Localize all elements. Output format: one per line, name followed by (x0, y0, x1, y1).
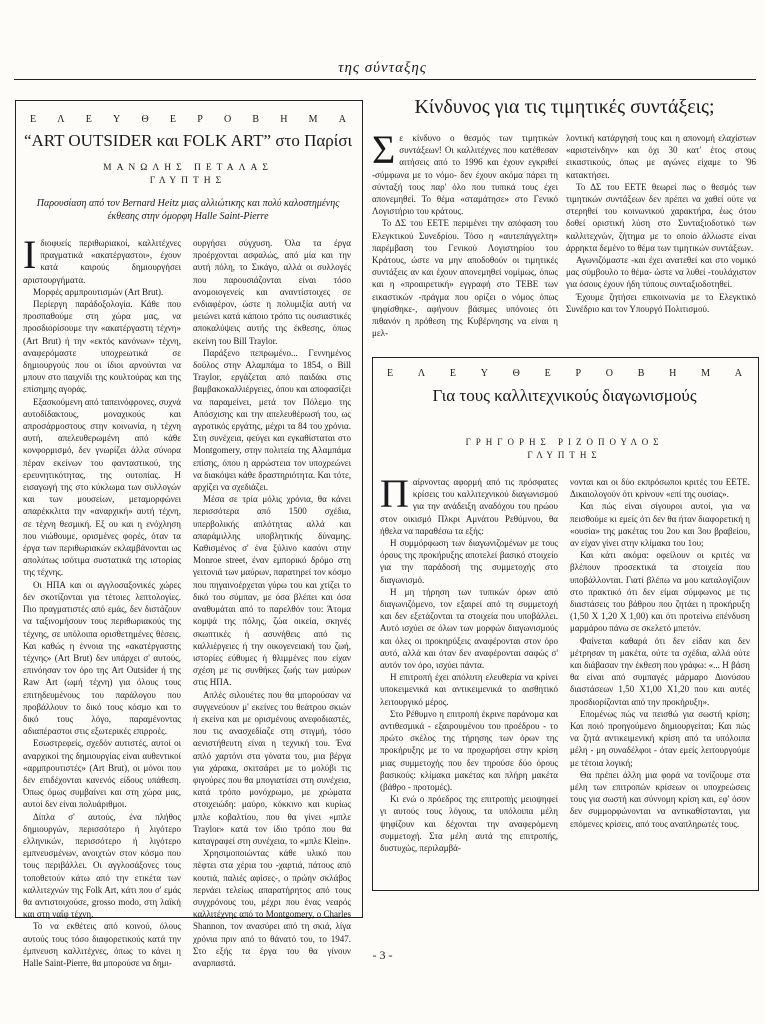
paragraph: Περίεργη παράδοξολογία. Κάθε που προσπαθούμε στη χώρα μας, να προσδιορίσουμε την «ακατέργαστη τέχνη» (Art Brut) ή την «εκτός κανόνων» τέχνη, αναφερόμαστε υποχρεωτικά σε δημιουργούς που οι ίδιοι αρνούνται να μπουν στο παιχνίδι της κουλτούρας και της επίσημης αγοράς. (23, 299, 181, 395)
right-top-article-title: Κίνδυνος για τις τιμητικές συντάξεις; (414, 96, 715, 118)
paragraph: Το ΔΣ του ΕΕΤΕ θεωρεί πως ο θεσμός των τιμητικών συντάξεων δεν πρέπει να χαθεί ούτε να στερηθεί του κοινωνικού χαρακτήρα, έως ότου δοθεί οριστική λύση στο Συνταξιοδοτικό των καλλιτεχνών, ζήτημα με το οποίο άλλωστε είναι άρρηκτα δεμένο το θέμα των τιμητικών συντάξεων. (566, 181, 756, 253)
section-label-left (16, 114, 362, 125)
paragraph (372, 127, 558, 217)
paragraph: Η συμμόρφωση των διαγωνιζομένων με τους όρους της προκήρυξης αποτελεί βασικό στοιχείο για την παράδοσή της συμμετοχής στο διαγωνισμό. (380, 538, 558, 585)
paragraph: ουργήσει σύγχυση. Όλα τα έργα προέρχονται ασφαλώς, από μία και την αυτή πόλη, το Σικάγο, αλλά οι συλλογές που παρουσιάζονται είναι τόσο ανομοιογενείς και αναντίστοιχες σε ενδιαφέρον, ώστε η πολυμιξία αυτή να μειώνει κατά κάποιο τρόπο τις ουσιαστικές αποκαλύψεις αυτής της έκθεσης, όπως εκείνη του Bill Traylor. (193, 238, 351, 346)
section-letter: Ρ (575, 368, 584, 379)
section-letter: Α (338, 114, 348, 125)
paragraph: Θα πρέπει άλλη μια φορά να τονίζουμε στα μέλη των επιτροπών κρίσεων οι υποχρεώσεις τους για σωστή και σύννομη κρίση και, εφ' όσον δεν συμμορφώνονται να αντικαθίστανται, για επόμενες κρίσεις, από τους αναπληρωτές τους. (570, 769, 750, 829)
section-letter: Ρ (197, 114, 205, 125)
drop-cap: Ι (23, 232, 37, 277)
section-letter: Λ (417, 368, 428, 379)
left-article-column-2 (193, 237, 351, 968)
left-article-subtitle: Παρουσίαση από τον Bernard Heitz μιας αλλιώτικης και πολύ καλοστημένης έκθεσης στην όμορφη Halle Saint-Pierre (36, 198, 340, 222)
right-bottom-article-author: ΓΡΗΓΟΡΗΣ ΡΙΖΟΠΟΥΛΟΣ (465, 437, 664, 447)
left-article-column-1 (23, 232, 181, 968)
paragraph (380, 471, 558, 537)
paragraph: Και κάτι ακόμα: οφείλουν οι κριτές να βλέπουν προσεκτικά τα στοιχεία που υποβάλλονται. Γιατί βλέπω να μου καταλογίζουν στο πρακτικό ότι δεν είμαι σύμφωνος με τις διαστάσεις του βάθρου που ζητάει η προκήρυξη (1,50 Χ 1,20 Χ 1,00) και ότι προτείνω επένδυση μαρμάρου πάνω σε σκελετό μπετόν. (570, 550, 750, 634)
paragraph: Η μη τήρηση των τυπικών όρων από διαγωνιζόμενο, τον εξαιρεί από τη συμμετοχή και δεν εξετάζονται τα στοιχεία που υποβάλλει. Αυτό ισχύει σε όλων των μορφών διαγωνισμούς και όλες οι προκηρύξεις αναφέρονται στον όρο αυτό, αλλά και όταν δεν αναφέρονται σαφώς σ' αυτόν τον όρο, ισχύει πάντα. (380, 586, 558, 671)
left-article-title: “ART OUTSIDER και FOLK ART” στο Παρίσι (23, 131, 353, 150)
section-letter: Η (280, 114, 290, 125)
paragraph: Κι ενώ ο πρόεδρος της επιτροπής μειοψηφεί γι αυτούς τους λόγους, τα υπόλοιπα μέλη ψηφίζουν και δέχονται την αναφερόμενη συμμετοχή. Στα μέλη αυτά της επιτροπής, δυστυχώς, περιλαμβά- (380, 794, 558, 854)
section-letter: Θ (141, 114, 151, 125)
paragraph: Επομένως πώς να πεισθώ για σωστή κρίση; Και ποιό προηγούμενο δημιουργείται; Και πώς να ζητά αντικειμενική κρίση από τα υπόλοιπα μέλη - μη συναδέλφοι - όταν εμείς λειτουργούμε με τέτοια λογική; (570, 708, 750, 768)
section-letter: Η (669, 368, 679, 379)
paragraph: Εξασκούμενη από ταπεινόφρονες, συχνά αυτοδίδακτους, μοναχικούς και απροσάρμοστους στην κοινωνία, η τέχνη αυτή, απελευθερωμένη από κάθε κονφορμισμό, δεν γνωρίζει άλλα σύνορα πέραν εκείνων του φανταστικού, της ερευνητικότητας, της ουτοπίας. Η εισαγωγή της στο κύκλωμα των συλλογών και των μουσείων, μεταμορφώνει απαρέκκλιτα την «αναρχική» αυτή τέχνη, σε τέχνη θεσμική. Εξ ου και η ενόχληση που νιώθουμε, ορισμένες φορές, όταν τα έργα των περιθωριακών εκλαμβάνονται ως απολύτως ισότιμα συστατικά της ιστορίας της τέχνης. (23, 396, 181, 578)
paragraph: Οι ΗΠΑ και οι αγγλοσαξονικές χώρες δεν σκοτίζονται για τέτοιες λεπτολογίες. Πιο πραγματιστές από εμάς, δεν διστάζουν να ταξινομήσουν τους περιθωριακούς της τέχνης, σε υπόλοιπα ορισθετημένες θέσεις. Και καθώς η έννοια της «ακατέργαστης τέχνης» (Art Brut) δεν υπάρχει σ' αυτούς, επινόησαν τον όρο της Art Outsider ή της Raw Art (ωμή τέχνη) για όλους τους επιτηδευμένους του παράλογου που προβάλλουν το δικό τους κόσμο και το δικό τους λόγο, παραμένοντας αδιαπέραστοι στις εξωτερικές επιρροές. (23, 579, 181, 737)
right-bottom-article-title: Για τους καλλιτεχνικούς διαγωνισμούς (432, 386, 697, 405)
right-bottom-article-column-1 (380, 471, 558, 882)
right-bottom-article-author-role: ΓΛΥΠΤΗΣ (527, 450, 602, 460)
paragraph: Αγωνιζόμαστε -και έχει ανατεθεί και στο νομικό μας σύμβουλο το θέμα- ώστε να λυθεί -τουλάχιστον για όσους έχουν ήδη τύπους συνταξιοδοτηθεί. (566, 255, 756, 290)
section-letter: Β (637, 368, 647, 379)
section-label-right (373, 368, 758, 379)
section-letter: Β (252, 114, 262, 125)
paragraph: Απλές σιλουέτες που θα μπορούσαν να συγγενεύουν μ' εκείνες του θεάτρου σκιών ή εκείνα και με ορισμένους ανεφοδιαστές, που τις ανασχεδίαζε στη στιγμή, τόσο αενιστήθευτη είναι η τεχνική του. Ένα απλό χαρτόνι στα γόνατα του, μια βέργα για χάρακα, σκιτσάρει με το μολύβι τις φιγούρες που θα μπογιατίσει στη συνέχεια, κατά τρόπο μονόχρωμο, με χρώματα στοιχειώδη: μαύρο, κόκκινο και κυρίως μπλε κοβαλτίου, που θα γίνει «μπλε Traylor» κατά τον ίδιο τρόπο που θα καταγραφεί στη συνέχεια, το «μπλε Klein». (193, 689, 351, 846)
section-letter: Ε (169, 114, 178, 125)
paragraph: Φαίνεται καθαρά ότι δεν είδαν και δεν μέτρησαν τη μακέτα, ούτε τα σχέδια, αλλά ούτε και διάβασαν την έκθεση που γράφω: «... Η βάση θα είναι από συμπαγές μάρμαρο Διονύσου διαστάσεων 1,50 Χ1,00 Χ1,20 που και αυτές προσδιορίζονται από την προκήρυξη». (570, 635, 750, 707)
paragraph-text: διοφυείς περιθωριακοί, καλλιτέχνες πραγματικά «ακατέργαστοι», έχουν κατά καιρούς δημιουργήσει αριστουργήματα. (23, 238, 181, 285)
section-letter: Ε (544, 368, 553, 379)
section-letter: Υ (480, 368, 490, 379)
section-letter: Ε (449, 368, 458, 379)
paragraph: Μορφές αρμπρουτισμών (Art Brut). (33, 286, 164, 297)
drop-cap: Σ (372, 127, 396, 172)
paragraph: Το ΔΣ του ΕΕΤΕ περιμένει την απόφαση του Ελεγκτικού Συνεδρίου. Τόσο η «αυτεπάγγελτη» παρέμβαση του Γενικού Λογιστηρίου του Κράτους, ώστε να μην αποδοθούν οι τιμητικές συντάξεις αν και έχουν απονεμηθεί νομίμως, όπως και η «προαιρετική» εγγραφή στο ΤΕΒΕ των εικαστικών -πράγμα που ορίζει ο νόμος όπως ψηφίσθηκε-, αφήνουν βάσιμες υπόνοιες ότι πιθανόν η πρόθεση της Κυβέρνησης να είναι η μελ- (372, 218, 558, 339)
paragraph: Εσωστρεφείς, σχεδόν αυτιστές, αυτοί οι αναρχικοί της δημιουργίας είναι αυθεντικοί «αρμπρουτιστές» (Art Brut), οι μόνοι που δεν επιδέχονται κανενός είδους υπάθεση. Όπως όμως συμβαίνει και στη χώρα μας, αυτοί δεν είναι πολυάριθμοι. (23, 738, 181, 810)
section-letter: Θ (512, 368, 522, 379)
section-letter: Λ (57, 114, 67, 125)
paragraph (23, 232, 181, 286)
paragraph: Η επιτροπή έχει απόλυτη ελευθερία να κρίνει υποκειμενικά και αντικειμενικά το αισθητικό λειτουργικό μέρος. (380, 672, 558, 707)
section-letter: Ε (30, 114, 39, 125)
right-top-article-column-2 (566, 132, 756, 352)
paragraph-text: αίρνοντας αφορμή από τις πρόσφατες κρίσεις του καλλιτεχνικού διαγωνισμού για την ανάδειξη αναδόχου του ηρώου στον οικισμό Πλκρι Αμνάτου Ρεθύμνου, θα ήθελα να παραθέσω τα εξής: (380, 477, 558, 536)
paragraph: Και πώς είναι σίγουροι αυτοί, για να πεισθούμε κι εμείς ότι δεν θα ήταν διαφορετική η «ουσία» της μακέτας του 2ου και 3ου βραβείου, αν είχαν γίνει στην κλίμακα του 1ου; (570, 501, 750, 549)
paragraph: Έχουμε ζητήσει επικοινωνία με το Ελεγκτικό Συνέδριο και τον Υπουργό Πολιτισμού. (566, 291, 756, 314)
section-letter: Ο (223, 114, 234, 125)
section-letter: Α (734, 368, 744, 379)
section-letter: Μ (308, 114, 320, 125)
paragraph: Δίπλα σ' αυτούς, ένα πλήθος δημιουργών, περισσότερο ή λιγότερο ελληνικών, περισσότερο ή λιγότερο εμπνευσμένων, ανοιχτών στον κόσμο που τους περιβάλλει. Οι αγγλοσάξονες τους τοποθετούν κάτω από την ετικέτα των καλλιτεχνών της Folk Art, κάτι που σ' εμάς θα αντιστοιχούσε, grosso modo, στη λαϊκή και στη ναΐφ τέχνη. (23, 811, 181, 920)
header-rule (14, 79, 756, 80)
paragraph: Μέσα σε τρία μόλις χρόνια, θα κάνει περισσότερα από 1500 σχέδια, υπερβολικής απλότητας αλλά και απαράμιλλης υποβλητικής δύναμης. Καθισμένος σ' ένα ξύλινο κασόνι στην Monroe street, έναν εμπορικό δρόμο στη γειτονιά των μαύρων, παρατηρεί τον κόσμο που πηγαινοέρχεται γύρω του και χτίζει το δικό του σύμπαν, με όσα βλέπει και όσα αναθυμάται από το παρελθόν του: Άτομα κομψά της πόλης, ζώα οικεία, σκηνές σκωπτικές ή ασυνήθεις από τις καλλιέργειες ή την οικογενειακή του ζωή, ιστορίες εύθυμες ή θλιμμένες που είχαν σχέση με τις συνθήκες ζωής των μαύρων στις ΗΠΑ. (193, 494, 351, 688)
paragraph: Στο Ρέθυμνο η επιτροπή έκρινε παράνομα και αντιθεσμικά - εξαιρουμένου του προέδρου - το πρώτο σκέλος της τήρησης των όρων της προκήρυξης με το να προχωρήσει στην κρίση μιας συμμετοχής που δεν τηρούσε δύο όρους βασικούς: κλίμακα μακέτας και πλήρη μακέτα (βάθρο - προτομές). (380, 708, 558, 793)
right-top-article-column-1 (372, 127, 558, 352)
section-header-title: της σύνταξης (338, 60, 427, 76)
section-letter: Ο (605, 368, 615, 379)
left-article-author: ΜΑΝΩΛΗΣ ΠΕΤΑΛΑΣ (103, 163, 273, 173)
page-number: - 3 - (372, 948, 393, 962)
section-letter: Ε (85, 114, 94, 125)
paragraph: Το να εκθέτεις από κοινού, όλους αυτούς τους τόσο διαφορετικούς κατά την έμπνευση καλλιτέχνες, όπως το κάνει η Halle Saint-Pierre, θα μπορούσε να δημι- (23, 921, 181, 968)
left-article-author-role: ΓΛΥΠΤΗΣ (149, 176, 227, 186)
paragraph: λοντική κατάργησή τους και η απονομή ελαχίστων «αριστείνδην» και όχι 30 κατ' έτος στους εικαστικούς, όπως με αγώνες είχαμε το '96 κατακτήσει. (566, 133, 756, 180)
right-bottom-article-column-2 (570, 476, 750, 882)
section-letter: Ε (387, 368, 396, 379)
section-letter: Υ (113, 114, 123, 125)
paragraph-text: ε κίνδυνο ο θεσμός των τιμητικών συντάξεων! Οι καλλιτέχνες που κατέθεσαν αιτήσεις από το 1996 και έχουν εγκριθεί -σύμφωνα με το νόμο- δεν έχουν ακόμα πάρει τη σύνταξή τους παρ' όλο που τυπικά τους έχει απονεμηθεί. Το θέμα «σταμάτησε» στο Γενικό Λογιστήριο του κράτους. (372, 133, 558, 217)
paragraph: Παράξενο πεπρωμένο... Γεννημένος δούλος στην Αλαμπάμα το 1854, ο Bill Traylor, εργάζεται από παιδάκι στις βαμβακοκαλλιέργειες, όπου και αποφασίζει να παραμείνει, μετά τον Πόλεμο της Απόσχισης και την απελευθέρωσή του, ως αγροτικός εργάτης, μέχρι τα 84 του χρόνια. Στη συνέχεια, φεύγει και εγκαθίσταται στο Montgomery, στην πολιτεία της Αλαμπάμα επίσης, όπου η αρρώστεια τον υποχρεώνει να διακόψει κάθε δραστηριότητα. Και τότε, αρχίζει να σχεδιάζει. (193, 347, 351, 493)
paragraph: νονται και οι δύο εκπρόσωποι κριτές του ΕΕΤΕ. Δικαιολογούν ότι κρίνουν «επί της ουσίας». (570, 477, 750, 500)
paragraph: Χρησιμοποιώντας κάθε υλικό που πέφτει στα χέρια του -χαρτιά, πάτους από κουτιά, παλιές αφίσες-, ο πρώην σκλάβος περνάει τελείως απαρατήρητος από τους συγχρόνους του, μέχρι που ένας νεαρός καλλιτέχνης από το Montgomery, ο Charles Shannon, τον ανασύρει από τη σκιά, λίγα χρόνια πριν από το θάνατό του, το 1947. Στο εξής τα έργα του θα γίνουν αναρπαστά. (193, 848, 351, 968)
drop-cap: Π (380, 471, 409, 516)
section-letter: Μ (701, 368, 713, 379)
